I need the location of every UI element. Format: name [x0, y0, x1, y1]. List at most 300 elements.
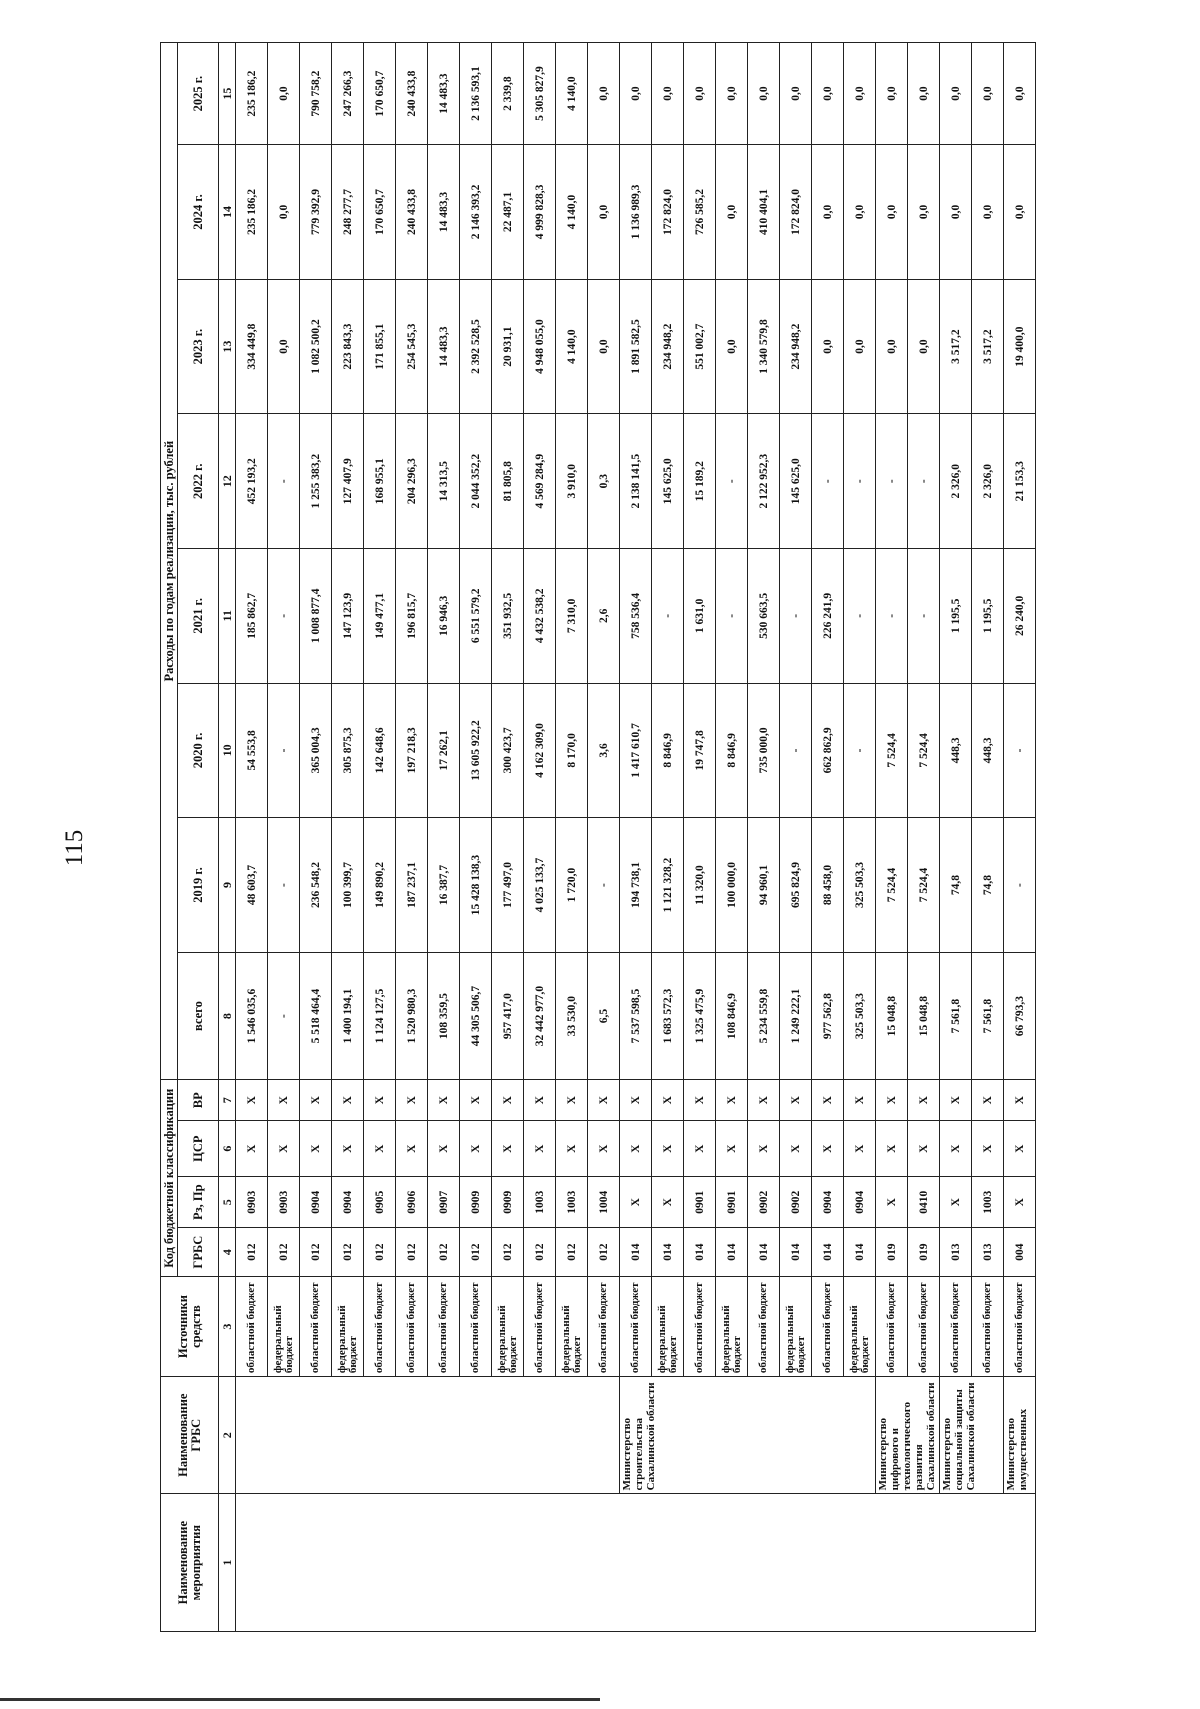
year-value-cell: 4 569 284,9 [524, 414, 556, 549]
vr-cell: Х [844, 1080, 876, 1121]
year-value-cell: 4 025 133,7 [524, 818, 556, 953]
grbs-name-cell: Министерство строительства Сахалинской области [620, 1377, 876, 1494]
year-value-cell: 4 140,0 [556, 145, 588, 280]
vr-cell: Х [492, 1080, 524, 1121]
grbs-cell: 012 [492, 1228, 524, 1277]
year-value-cell: 248 277,7 [332, 145, 364, 280]
year-value-cell: 236 548,2 [300, 818, 332, 953]
source-cell: областной бюджет [972, 1277, 1004, 1377]
vr-cell: Х [748, 1080, 780, 1121]
year-value-cell: 21 153,3 [1004, 414, 1036, 549]
year-value-cell: 170 650,7 [364, 145, 396, 280]
source-cell: областной бюджет [428, 1277, 460, 1377]
year-value-cell: 0,0 [268, 279, 300, 414]
grbs-cell: 014 [812, 1228, 844, 1277]
rzpr-cell: 0909 [460, 1177, 492, 1228]
csr-cell: Х [716, 1121, 748, 1177]
total-cell: - [268, 952, 300, 1079]
source-cell: областной бюджет [812, 1277, 844, 1377]
year-value-cell: 234 948,2 [780, 279, 812, 414]
year-value-cell: 185 862,7 [236, 549, 268, 684]
table-row [940, 43, 972, 1632]
year-value-cell: - [652, 549, 684, 684]
header-grbs: ГРБС [178, 1228, 219, 1277]
rzpr-cell: 0902 [780, 1177, 812, 1228]
vr-cell: Х [652, 1080, 684, 1121]
year-value-cell: 196 815,7 [396, 549, 428, 684]
vr-cell: Х [812, 1080, 844, 1121]
year-value-cell: 1 255 383,2 [300, 414, 332, 549]
table-row [620, 43, 652, 1632]
header-csr: ЦСР [178, 1121, 219, 1177]
total-cell: 33 530,0 [556, 952, 588, 1079]
year-value-cell: 204 296,3 [396, 414, 428, 549]
year-value-cell: 48 603,7 [236, 818, 268, 953]
year-value-cell: 0,0 [876, 145, 908, 280]
vr-cell: Х [908, 1080, 940, 1121]
column-number: 14 [219, 145, 236, 280]
vr-cell: Х [780, 1080, 812, 1121]
csr-cell: Х [300, 1121, 332, 1177]
csr-cell: Х [1004, 1121, 1036, 1177]
csr-cell: Х [460, 1121, 492, 1177]
year-value-cell: - [268, 414, 300, 549]
year-value-cell: 247 266,3 [332, 43, 364, 145]
total-cell: 1 683 572,3 [652, 952, 684, 1079]
grbs-cell: 012 [460, 1228, 492, 1277]
source-cell: федеральный бюджет [844, 1277, 876, 1377]
csr-cell: Х [268, 1121, 300, 1177]
year-value-cell: 0,0 [908, 43, 940, 145]
year-value-cell: 16 946,3 [428, 549, 460, 684]
csr-cell: Х [588, 1121, 620, 1177]
rzpr-cell: 0909 [492, 1177, 524, 1228]
year-value-cell: 88 458,0 [812, 818, 844, 953]
header-event: Наименование мероприятия [161, 1494, 219, 1632]
table-row [1004, 43, 1036, 1632]
total-cell: 1 400 194,1 [332, 952, 364, 1079]
year-value-cell: 22 487,1 [492, 145, 524, 280]
year-value-cell: 127 407,9 [332, 414, 364, 549]
source-cell: областной бюджет [396, 1277, 428, 1377]
rotated-table-container [160, 42, 1095, 1632]
year-value-cell: 2 392 528,5 [460, 279, 492, 414]
rzpr-cell: 0907 [428, 1177, 460, 1228]
total-cell: 1 520 980,3 [396, 952, 428, 1079]
total-cell: 15 048,8 [876, 952, 908, 1079]
year-value-cell: 149 477,1 [364, 549, 396, 684]
header-expenses-group: Расходы по годам реализации, тыс. рублей [161, 43, 178, 1080]
year-value-cell: 0,0 [1004, 43, 1036, 145]
year-value-cell: - [1004, 683, 1036, 818]
grbs-cell: 012 [428, 1228, 460, 1277]
total-cell: 1 249 222,1 [780, 952, 812, 1079]
csr-cell: Х [236, 1121, 268, 1177]
year-value-cell: 0,0 [876, 279, 908, 414]
year-value-cell: 351 932,5 [492, 549, 524, 684]
year-value-cell: - [780, 683, 812, 818]
total-cell: 1 325 475,9 [684, 952, 716, 1079]
source-cell: областной бюджет [620, 1277, 652, 1377]
vr-cell: Х [524, 1080, 556, 1121]
year-value-cell: 4 140,0 [556, 279, 588, 414]
year-value-cell: 2 326,0 [972, 414, 1004, 549]
year-value-cell: 223 843,3 [332, 279, 364, 414]
year-value-cell: 0,0 [812, 43, 844, 145]
year-value-cell: 0,0 [844, 43, 876, 145]
source-cell: федеральный бюджет [716, 1277, 748, 1377]
vr-cell: Х [684, 1080, 716, 1121]
header-year: 2025 г. [178, 43, 219, 145]
total-cell: 32 442 977,0 [524, 952, 556, 1079]
year-value-cell: 16 387,7 [428, 818, 460, 953]
year-value-cell: 0,0 [268, 43, 300, 145]
year-value-cell: 5 305 827,9 [524, 43, 556, 145]
header-year: 2020 г. [178, 683, 219, 818]
year-value-cell: 7 524,4 [876, 683, 908, 818]
column-number: 4 [219, 1228, 236, 1277]
table-body [236, 43, 1036, 1632]
vr-cell: Х [300, 1080, 332, 1121]
year-value-cell: 168 955,1 [364, 414, 396, 549]
year-value-cell: 14 483,3 [428, 279, 460, 414]
vr-cell: Х [268, 1080, 300, 1121]
budget-table [160, 42, 1036, 1632]
year-value-cell: 254 545,3 [396, 279, 428, 414]
year-value-cell: 234 948,2 [652, 279, 684, 414]
csr-cell: Х [652, 1121, 684, 1177]
year-value-cell: 1 340 579,8 [748, 279, 780, 414]
year-value-cell: 0,0 [588, 279, 620, 414]
csr-cell: Х [556, 1121, 588, 1177]
year-value-cell: 8 846,9 [716, 683, 748, 818]
year-value-cell: 14 483,3 [428, 145, 460, 280]
csr-cell: Х [620, 1121, 652, 1177]
column-number: 8 [219, 952, 236, 1079]
year-value-cell: 147 123,9 [332, 549, 364, 684]
total-cell: 1 124 127,5 [364, 952, 396, 1079]
csr-cell: Х [332, 1121, 364, 1177]
year-value-cell: - [588, 818, 620, 953]
csr-cell: Х [364, 1121, 396, 1177]
year-value-cell: 74,8 [972, 818, 1004, 953]
source-cell: областной бюджет [684, 1277, 716, 1377]
year-value-cell: 4 999 828,3 [524, 145, 556, 280]
year-value-cell: 0,0 [620, 43, 652, 145]
header-year: 2024 г. [178, 145, 219, 280]
header-year: 2019 г. [178, 818, 219, 953]
header-code-group: Код бюджетной классификации [161, 1080, 178, 1277]
year-value-cell: 1 417 610,7 [620, 683, 652, 818]
year-value-cell: 779 392,9 [300, 145, 332, 280]
year-value-cell: 3 517,2 [972, 279, 1004, 414]
rzpr-cell: 0904 [300, 1177, 332, 1228]
column-number: 12 [219, 414, 236, 549]
year-value-cell: 194 738,1 [620, 818, 652, 953]
year-value-cell: 726 585,2 [684, 145, 716, 280]
total-cell: 44 305 506,7 [460, 952, 492, 1079]
year-value-cell: 8 846,9 [652, 683, 684, 818]
year-value-cell: 300 423,7 [492, 683, 524, 818]
grbs-cell: 012 [300, 1228, 332, 1277]
year-value-cell: 662 862,9 [812, 683, 844, 818]
csr-cell: Х [684, 1121, 716, 1177]
year-value-cell: 7 310,0 [556, 549, 588, 684]
year-value-cell: 145 625,0 [780, 414, 812, 549]
column-number: 13 [219, 279, 236, 414]
header-year: 2023 г. [178, 279, 219, 414]
vr-cell: Х [588, 1080, 620, 1121]
year-value-cell: 452 193,2 [236, 414, 268, 549]
vr-cell: Х [236, 1080, 268, 1121]
year-value-cell: 4 140,0 [556, 43, 588, 145]
year-value-cell: 0,0 [844, 145, 876, 280]
year-value-cell: 3,6 [588, 683, 620, 818]
total-cell: 7 561,8 [972, 952, 1004, 1079]
year-value-cell: 1 121 328,2 [652, 818, 684, 953]
year-value-cell: 530 663,5 [748, 549, 780, 684]
year-value-cell: 100 399,7 [332, 818, 364, 953]
year-value-cell: 15 189,2 [684, 414, 716, 549]
column-number: 10 [219, 683, 236, 818]
grbs-cell: 019 [876, 1228, 908, 1277]
year-value-cell: 0,0 [940, 43, 972, 145]
year-value-cell: 14 313,5 [428, 414, 460, 549]
year-value-cell: 177 497,0 [492, 818, 524, 953]
year-value-cell: 171 855,1 [364, 279, 396, 414]
grbs-cell: 012 [396, 1228, 428, 1277]
total-cell: 957 417,0 [492, 952, 524, 1079]
vr-cell: Х [428, 1080, 460, 1121]
grbs-cell: 014 [716, 1228, 748, 1277]
year-value-cell: 735 000,0 [748, 683, 780, 818]
rzpr-cell: 0903 [268, 1177, 300, 1228]
vr-cell: Х [460, 1080, 492, 1121]
year-value-cell: 15 428 138,3 [460, 818, 492, 953]
source-cell: областной бюджет [588, 1277, 620, 1377]
total-cell: 6,5 [588, 952, 620, 1079]
header-grbs-name: Наименование ГРБС [161, 1377, 219, 1494]
year-value-cell: 448,3 [940, 683, 972, 818]
grbs-cell: 014 [844, 1228, 876, 1277]
year-value-cell: 0,0 [972, 145, 1004, 280]
total-cell: 108 359,5 [428, 952, 460, 1079]
total-cell: 977 562,8 [812, 952, 844, 1079]
csr-cell: Х [812, 1121, 844, 1177]
year-value-cell: 7 524,4 [876, 818, 908, 953]
year-value-cell: 2 122 952,3 [748, 414, 780, 549]
year-value-cell: 74,8 [940, 818, 972, 953]
source-cell: областной бюджет [876, 1277, 908, 1377]
rzpr-cell: Х [876, 1177, 908, 1228]
rzpr-cell: 0901 [716, 1177, 748, 1228]
header-rzpr: Рз, Пр [178, 1177, 219, 1228]
header-year: 2021 г. [178, 549, 219, 684]
grbs-cell: 004 [1004, 1228, 1036, 1277]
csr-cell: Х [908, 1121, 940, 1177]
year-value-cell: 149 890,2 [364, 818, 396, 953]
year-value-cell: 0,0 [940, 145, 972, 280]
year-value-cell: 2 138 141,5 [620, 414, 652, 549]
year-value-cell: 3 517,2 [940, 279, 972, 414]
total-cell: 7 537 598,5 [620, 952, 652, 1079]
header-total: всего [178, 952, 219, 1079]
grbs-cell: 013 [940, 1228, 972, 1277]
source-cell: областной бюджет [940, 1277, 972, 1377]
year-value-cell: 0,0 [716, 43, 748, 145]
column-number: 9 [219, 818, 236, 953]
year-value-cell: 19 400,0 [1004, 279, 1036, 414]
year-value-cell: 14 483,3 [428, 43, 460, 145]
year-value-cell: - [844, 683, 876, 818]
header-year: 2022 г. [178, 414, 219, 549]
total-cell: 66 793,3 [1004, 952, 1036, 1079]
grbs-cell: 012 [588, 1228, 620, 1277]
year-value-cell: 0,0 [844, 279, 876, 414]
year-value-cell: 305 875,3 [332, 683, 364, 818]
year-value-cell: 2 044 352,2 [460, 414, 492, 549]
year-value-cell: 0,3 [588, 414, 620, 549]
year-value-cell: 1 136 989,3 [620, 145, 652, 280]
vr-cell: Х [620, 1080, 652, 1121]
year-value-cell: 410 404,1 [748, 145, 780, 280]
year-value-cell: 197 218,3 [396, 683, 428, 818]
year-value-cell: 19 747,8 [684, 683, 716, 818]
year-value-cell: 334 449,8 [236, 279, 268, 414]
year-value-cell: 365 004,3 [300, 683, 332, 818]
year-value-cell: 4 948 055,0 [524, 279, 556, 414]
year-value-cell: 4 432 538,2 [524, 549, 556, 684]
year-value-cell: 240 433,8 [396, 145, 428, 280]
year-value-cell: - [844, 549, 876, 684]
year-value-cell: 2 326,0 [940, 414, 972, 549]
csr-cell: Х [524, 1121, 556, 1177]
year-value-cell: 17 262,1 [428, 683, 460, 818]
year-value-cell: 0,0 [588, 43, 620, 145]
year-value-cell: 0,0 [1004, 145, 1036, 280]
rzpr-cell: Х [652, 1177, 684, 1228]
rzpr-cell: 0904 [844, 1177, 876, 1228]
year-value-cell: 0,0 [876, 43, 908, 145]
year-value-cell: 325 503,3 [844, 818, 876, 953]
rzpr-cell: 0903 [236, 1177, 268, 1228]
year-value-cell: 4 162 309,0 [524, 683, 556, 818]
year-value-cell: - [812, 414, 844, 549]
table-row [236, 43, 268, 1632]
year-value-cell: 187 237,1 [396, 818, 428, 953]
header-source: Источники средств [161, 1277, 219, 1377]
year-value-cell: 81 805,8 [492, 414, 524, 549]
grbs-cell: 012 [364, 1228, 396, 1277]
year-value-cell: 0,0 [268, 145, 300, 280]
csr-cell: Х [972, 1121, 1004, 1177]
year-value-cell: 172 824,0 [652, 145, 684, 280]
year-value-cell: 172 824,0 [780, 145, 812, 280]
year-value-cell: 6 551 579,2 [460, 549, 492, 684]
year-value-cell: 0,0 [684, 43, 716, 145]
total-cell: 5 234 559,8 [748, 952, 780, 1079]
page-number: 115 [61, 829, 88, 867]
year-value-cell: - [844, 414, 876, 549]
vr-cell: Х [940, 1080, 972, 1121]
rzpr-cell: 0905 [364, 1177, 396, 1228]
year-value-cell: 0,0 [652, 43, 684, 145]
csr-cell: Х [492, 1121, 524, 1177]
year-value-cell: 0,0 [812, 145, 844, 280]
year-value-cell: 1 720,0 [556, 818, 588, 953]
year-value-cell: 8 170,0 [556, 683, 588, 818]
rzpr-cell: 0410 [908, 1177, 940, 1228]
rzpr-cell: 0904 [332, 1177, 364, 1228]
rzpr-cell: Х [940, 1177, 972, 1228]
vr-cell: Х [716, 1080, 748, 1121]
rzpr-cell: 1003 [972, 1177, 1004, 1228]
year-value-cell: 0,0 [908, 145, 940, 280]
csr-cell: Х [428, 1121, 460, 1177]
year-value-cell: - [268, 549, 300, 684]
year-value-cell: 1 195,5 [940, 549, 972, 684]
grbs-name-cell [236, 1377, 620, 1494]
year-value-cell: - [268, 818, 300, 953]
vr-cell: Х [556, 1080, 588, 1121]
year-value-cell: 0,0 [780, 43, 812, 145]
year-value-cell: 2 136 593,1 [460, 43, 492, 145]
year-value-cell: 54 553,8 [236, 683, 268, 818]
header-vr: ВР [178, 1080, 219, 1121]
edge-line [0, 1698, 600, 1701]
rzpr-cell: 1003 [524, 1177, 556, 1228]
year-value-cell: - [716, 414, 748, 549]
vr-cell: Х [396, 1080, 428, 1121]
vr-cell: Х [972, 1080, 1004, 1121]
source-cell: областной бюджет [236, 1277, 268, 1377]
year-value-cell: 448,3 [972, 683, 1004, 818]
year-value-cell: - [908, 549, 940, 684]
csr-cell: Х [876, 1121, 908, 1177]
grbs-cell: 014 [652, 1228, 684, 1277]
year-value-cell: 1 008 877,4 [300, 549, 332, 684]
source-cell: федеральный бюджет [780, 1277, 812, 1377]
year-value-cell: 695 824,9 [780, 818, 812, 953]
year-value-cell: 2 146 393,2 [460, 145, 492, 280]
year-value-cell: 0,0 [972, 43, 1004, 145]
year-value-cell: 0,0 [748, 43, 780, 145]
year-value-cell: - [780, 549, 812, 684]
source-cell: федеральный бюджет [332, 1277, 364, 1377]
csr-cell: Х [396, 1121, 428, 1177]
source-cell: областной бюджет [460, 1277, 492, 1377]
source-cell: федеральный бюджет [492, 1277, 524, 1377]
year-value-cell: - [1004, 818, 1036, 953]
grbs-cell: 014 [780, 1228, 812, 1277]
grbs-name-cell: Министерство имущественных [1004, 1377, 1036, 1494]
rzpr-cell: 0901 [684, 1177, 716, 1228]
year-value-cell: 1 631,0 [684, 549, 716, 684]
year-value-cell: 100 000,0 [716, 818, 748, 953]
year-value-cell: 20 931,1 [492, 279, 524, 414]
total-cell: 1 546 035,6 [236, 952, 268, 1079]
year-value-cell: 758 536,4 [620, 549, 652, 684]
source-cell: федеральный бюджет [268, 1277, 300, 1377]
column-number: 7 [219, 1080, 236, 1121]
event-name-cell [236, 1494, 1036, 1632]
source-cell: областной бюджет [748, 1277, 780, 1377]
year-value-cell: 142 648,6 [364, 683, 396, 818]
rzpr-cell: 1004 [588, 1177, 620, 1228]
grbs-name-cell: Министерство социальной защиты Сахалинской области [940, 1377, 1004, 1494]
year-value-cell: - [876, 549, 908, 684]
year-value-cell: 240 433,8 [396, 43, 428, 145]
